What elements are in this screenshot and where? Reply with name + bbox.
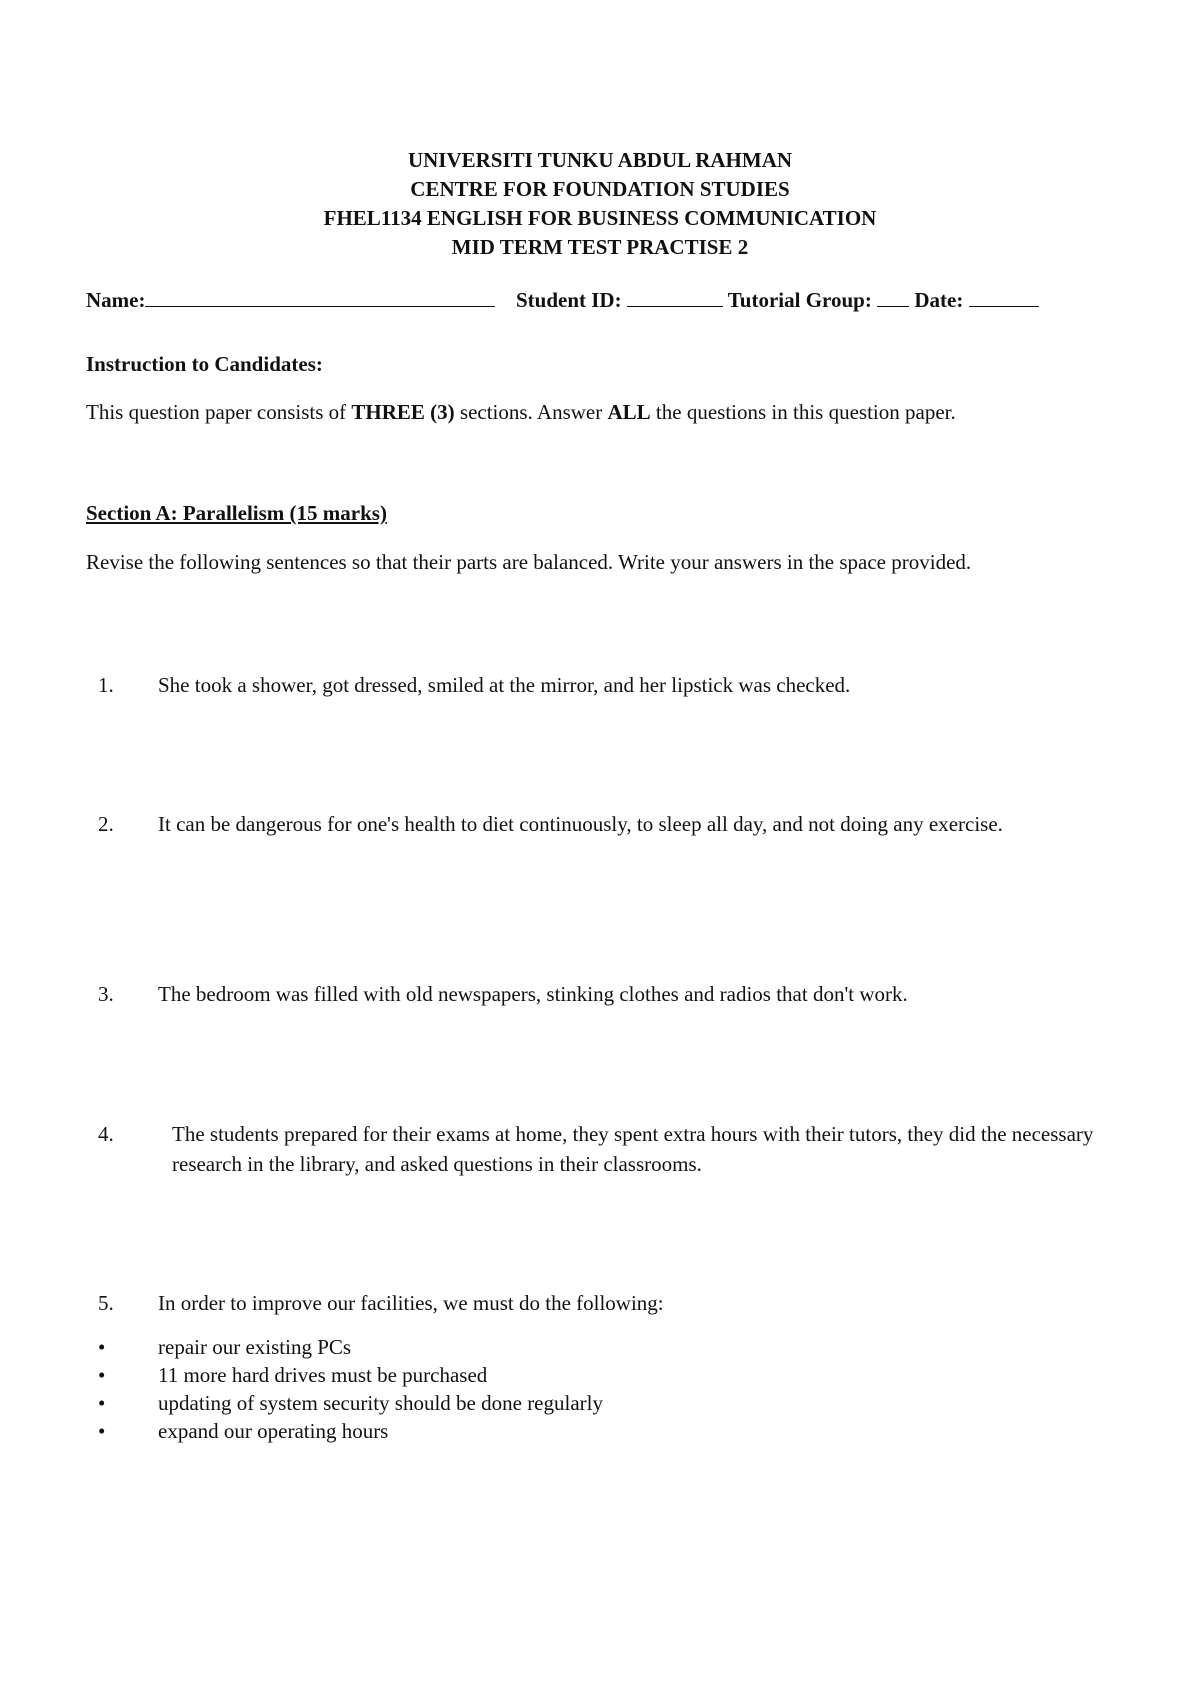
tutorial-group-blank[interactable] [877, 288, 909, 307]
bullet-icon: • [98, 1363, 106, 1387]
document-header [0, 146, 1200, 262]
name-blank[interactable] [145, 288, 495, 307]
instructions-bold-2: ALL [607, 400, 651, 424]
question-text: It can be dangerous for one's health to diet continuously, to sleep all day, and not doing any exercise. [158, 812, 1003, 836]
instructions-text-1: This question paper consists of [86, 400, 352, 424]
bullet-icon: • [98, 1391, 106, 1415]
list-item-text: updating of system security should be done regularly [158, 1391, 603, 1415]
student-id-blank[interactable] [627, 288, 723, 307]
list-item [98, 1333, 998, 1361]
student-info-row [86, 288, 1116, 313]
question-number: 1. [98, 673, 114, 697]
instructions-body [86, 398, 1116, 427]
question-text: The students prepared for their exams at home, they spent extra hours with their tutors, they did the necessary research in the library, and asked questions in their classrooms. [172, 1122, 1094, 1176]
list-item-text: expand our operating hours [158, 1419, 389, 1443]
list-item-text: repair our existing PCs [158, 1335, 352, 1359]
question-text: She took a shower, got dressed, smiled at the mirror, and her lipstick was checked. [158, 673, 851, 697]
question-text: In order to improve our facilities, we must do the following: [158, 1291, 664, 1315]
section-a-intro: Revise the following sentences so that their parts are balanced. Write your answers in the space provided. [86, 550, 972, 574]
bullet-icon: • [98, 1335, 106, 1359]
list-item-text: 11 more hard drives must be purchased [158, 1363, 488, 1387]
question-text: The bedroom was filled with old newspapers, stinking clothes and radios that don't work. [158, 982, 908, 1006]
instructions-text-2: sections. Answer [454, 400, 608, 424]
list-item [98, 1389, 998, 1417]
student-id-label: Student ID: [515, 288, 622, 312]
question-number: 2. [98, 812, 114, 836]
centre-name: CENTRE FOR FOUNDATION STUDIES [410, 177, 790, 201]
list-item [98, 1417, 998, 1445]
tutorial-group-label: Tutorial Group: [727, 288, 872, 312]
question-5-bullet-list [98, 1333, 998, 1445]
date-label: Date: [914, 288, 964, 312]
date-blank[interactable] [969, 288, 1039, 307]
name-label: Name: [86, 288, 146, 312]
instructions-bold-1: THREE (3) [351, 400, 455, 424]
university-name: UNIVERSITI TUNKU ABDUL RAHMAN [407, 148, 793, 172]
course-title: FHEL1134 ENGLISH FOR BUSINESS COMMUNICATION [323, 206, 877, 230]
list-item [98, 1361, 998, 1389]
instructions-title: Instruction to Candidates: [86, 352, 323, 376]
question-number: 5. [98, 1291, 114, 1315]
question-number: 4. [98, 1122, 114, 1146]
instructions-text-3: the questions in this question paper. [650, 400, 956, 424]
question-number: 3. [98, 982, 114, 1006]
bullet-icon: • [98, 1419, 106, 1443]
test-title: MID TERM TEST PRACTISE 2 [451, 235, 749, 259]
section-a-title: Section A: Parallelism (15 marks) [86, 501, 387, 525]
